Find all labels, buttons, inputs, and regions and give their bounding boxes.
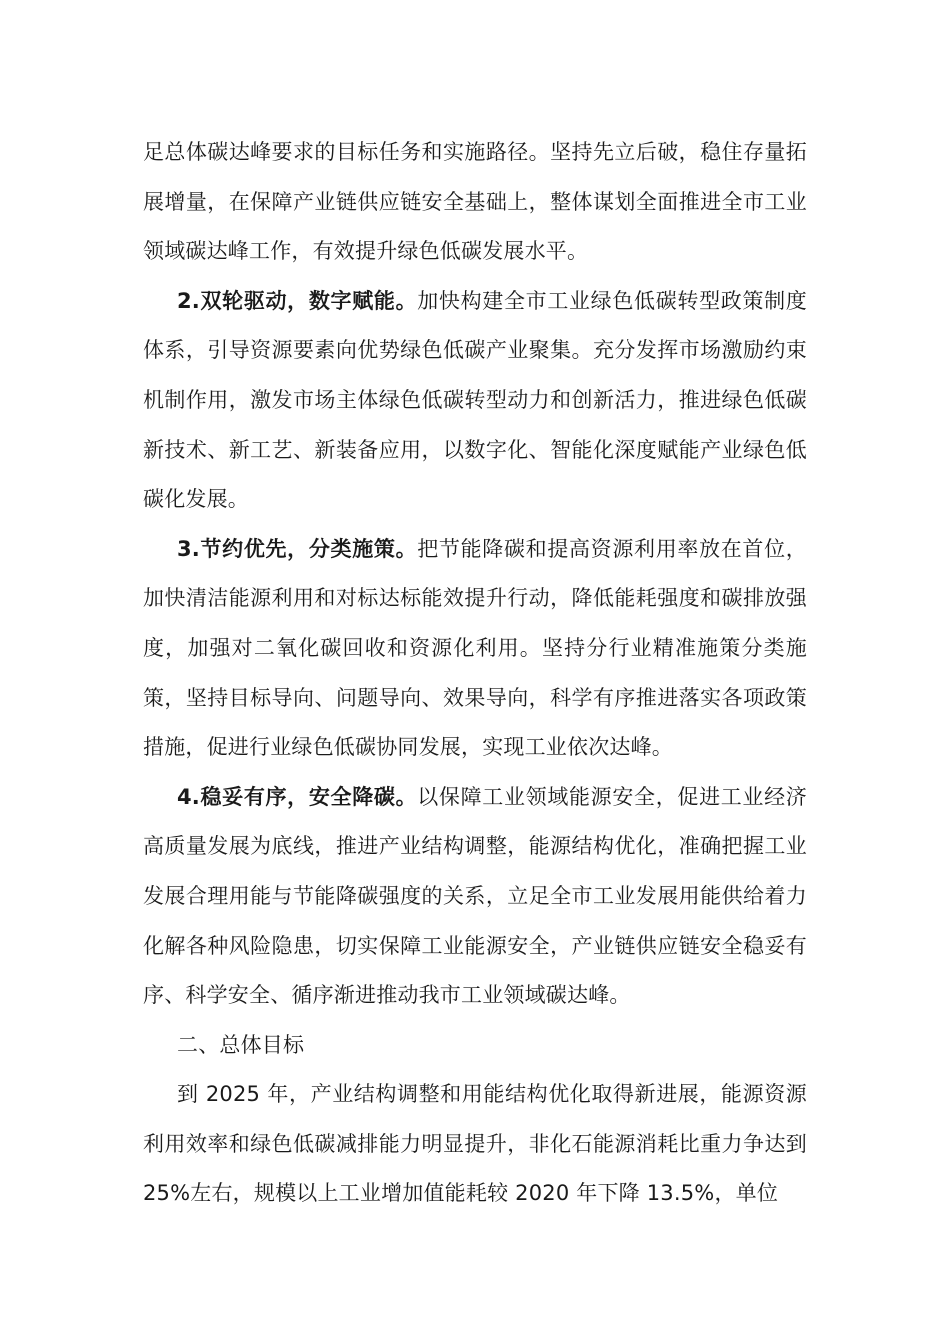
paragraph-4: [143, 773, 807, 1021]
document-body: [143, 128, 807, 1219]
paragraph-3: [143, 525, 807, 773]
paragraph-3-text: 把节能降碳和提高资源利用率放在首位，加快清洁能源利用和对标达标能效提升行动，降低能耗强度和碳排放强度，加强对二氧化碳回收和资源化利用。坚持分行业精准施策分类施策，坚持目标导向、问题导向、效果导向，科学有序推进落实各项政策措施，促进行业绿色低碳协同发展，实现工业依次达峰。: [143, 536, 807, 760]
paragraph-6: [143, 1070, 807, 1219]
paragraph-4-heading: 4.稳妥有序，安全降碳。: [177, 784, 418, 809]
paragraph-3-heading: 3.节约优先，分类施策。: [177, 536, 418, 561]
paragraph-2: [143, 277, 807, 525]
paragraph-6-text: 到 2025 年，产业结构调整和用能结构优化取得新进展，能源资源利用效率和绿色低碳减排能力明显提升，非化石能源消耗比重力争达到 25%左右，规模以上工业增加值能耗较 2020 年下降 13.5%，单位: [143, 1082, 807, 1206]
paragraph-4-text: 以保障工业领域能源安全，促进工业经济高质量发展为底线，推进产业结构调整，能源结构优化，准确把握工业发展合理用能与节能降碳强度的关系，立足全市工业发展用能供给着力化解各种风险隐患，切实保障工业能源安全，产业链供应链安全稳妥有序、科学安全、循序渐进推动我市工业领域碳达峰。: [143, 784, 807, 1008]
paragraph-1: [143, 128, 807, 277]
paragraph-2-heading: 2.双轮驱动，数字赋能。: [177, 288, 418, 313]
section-heading-text: 二、总体目标: [177, 1032, 305, 1057]
paragraph-2-text: 加快构建全市工业绿色低碳转型政策制度体系，引导资源要素向优势绿色低碳产业聚集。充分发挥市场激励约束机制作用，激发市场主体绿色低碳转型动力和创新活力，推进绿色低碳新技术、新工艺、新装备应用，以数字化、智能化深度赋能产业绿色低碳化发展。: [143, 288, 807, 512]
paragraph-1-text: 足总体碳达峰要求的目标任务和实施路径。坚持先立后破，稳住存量拓展增量，在保障产业链供应链安全基础上，整体谋划全面推进全市工业领域碳达峰工作，有效提升绿色低碳发展水平。: [143, 140, 807, 264]
section-heading: [143, 1021, 807, 1071]
